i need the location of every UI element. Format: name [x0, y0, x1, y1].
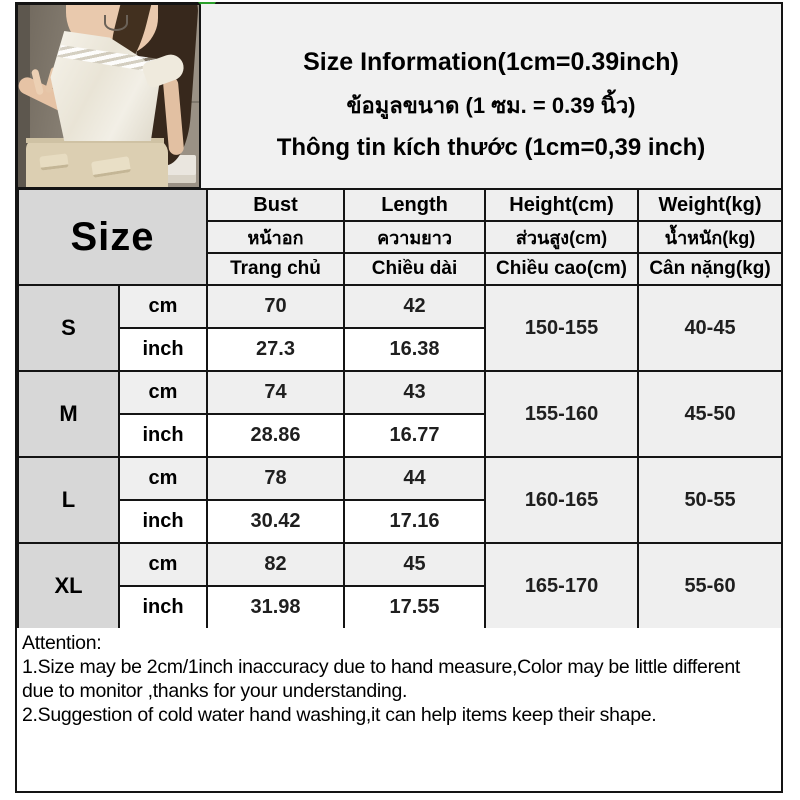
height-value: 165-170: [485, 543, 638, 629]
length-inch-value: 16.38: [344, 328, 485, 371]
unit-cell: cm: [119, 543, 207, 586]
unit-cell: cm: [119, 457, 207, 500]
height-value: 155-160: [485, 371, 638, 457]
attention-heading: Attention:: [22, 632, 102, 654]
size-column-header: Size: [18, 189, 207, 285]
attention-notes: [17, 628, 781, 791]
bust-cm-value: 82: [207, 543, 344, 586]
bust-inch-value: 28.86: [207, 414, 344, 457]
bust-header-en: Bust: [207, 189, 344, 221]
title-thai: ข้อมูลขนาด (1 ซม. = 0.39 นิ้ว): [346, 93, 636, 118]
size-cell: L: [18, 457, 119, 543]
weight-value: 45-50: [638, 371, 782, 457]
attention-note-1: 1.Size may be 2cm/1inch inaccuracy due to hand measure,Color may be little different due to monitor ,thanks for your understanding.: [22, 656, 740, 702]
unit-cell: cm: [119, 285, 207, 328]
bust-inch-value: 31.98: [207, 586, 344, 629]
bust-inch-value: 27.3: [207, 328, 344, 371]
length-header-th: ความยาว: [344, 221, 485, 253]
size-cell: XL: [18, 543, 119, 629]
title-vietnamese: Thông tin kích thước (1cm=0,39 inch): [276, 134, 706, 161]
length-inch-value: 17.16: [344, 500, 485, 543]
bust-header-vi: Trang chủ: [207, 253, 344, 285]
table-row: [18, 543, 782, 586]
length-cm-value: 44: [344, 457, 485, 500]
unit-cell: inch: [119, 586, 207, 629]
unit-cell: inch: [119, 500, 207, 543]
weight-value: 40-45: [638, 285, 782, 371]
attention-note-2: 2.Suggestion of cold water hand washing,it can help items keep their shape.: [22, 704, 657, 726]
height-value: 160-165: [485, 457, 638, 543]
unit-cell: inch: [119, 328, 207, 371]
table-row: [18, 285, 782, 328]
unit-cell: cm: [119, 371, 207, 414]
bust-cm-value: 78: [207, 457, 344, 500]
length-header-vi: Chiều dài: [344, 253, 485, 285]
size-table: [17, 188, 783, 630]
length-cm-value: 42: [344, 285, 485, 328]
length-cm-value: 45: [344, 543, 485, 586]
weight-header-vi: Cân nặng(kg): [638, 253, 782, 285]
size-cell: M: [18, 371, 119, 457]
length-inch-value: 16.77: [344, 414, 485, 457]
bust-inch-value: 30.42: [207, 500, 344, 543]
length-cm-value: 43: [344, 371, 485, 414]
table-row: [18, 371, 782, 414]
table-row: [18, 457, 782, 500]
title-english: Size Information(1cm=0.39inch): [303, 48, 679, 76]
photo-necklace: [104, 15, 128, 31]
weight-value: 50-55: [638, 457, 782, 543]
weight-value: 55-60: [638, 543, 782, 629]
bust-cm-value: 70: [207, 285, 344, 328]
length-inch-value: 17.55: [344, 586, 485, 629]
title-block: [201, 4, 781, 188]
size-chart-sheet: [15, 2, 783, 793]
size-cell: S: [18, 285, 119, 371]
height-header-th: ส่วนสูง(cm): [485, 221, 638, 253]
bust-cm-value: 74: [207, 371, 344, 414]
length-header-en: Length: [344, 189, 485, 221]
unit-cell: inch: [119, 414, 207, 457]
bust-header-th: หน้าอก: [207, 221, 344, 253]
weight-header-th: น้ำหนัก(kg): [638, 221, 782, 253]
height-value: 150-155: [485, 285, 638, 371]
weight-header-en: Weight(kg): [638, 189, 782, 221]
height-header-en: Height(cm): [485, 189, 638, 221]
product-photo: [15, 2, 202, 190]
height-header-vi: Chiều cao(cm): [485, 253, 638, 285]
header-row-english: [18, 189, 782, 221]
